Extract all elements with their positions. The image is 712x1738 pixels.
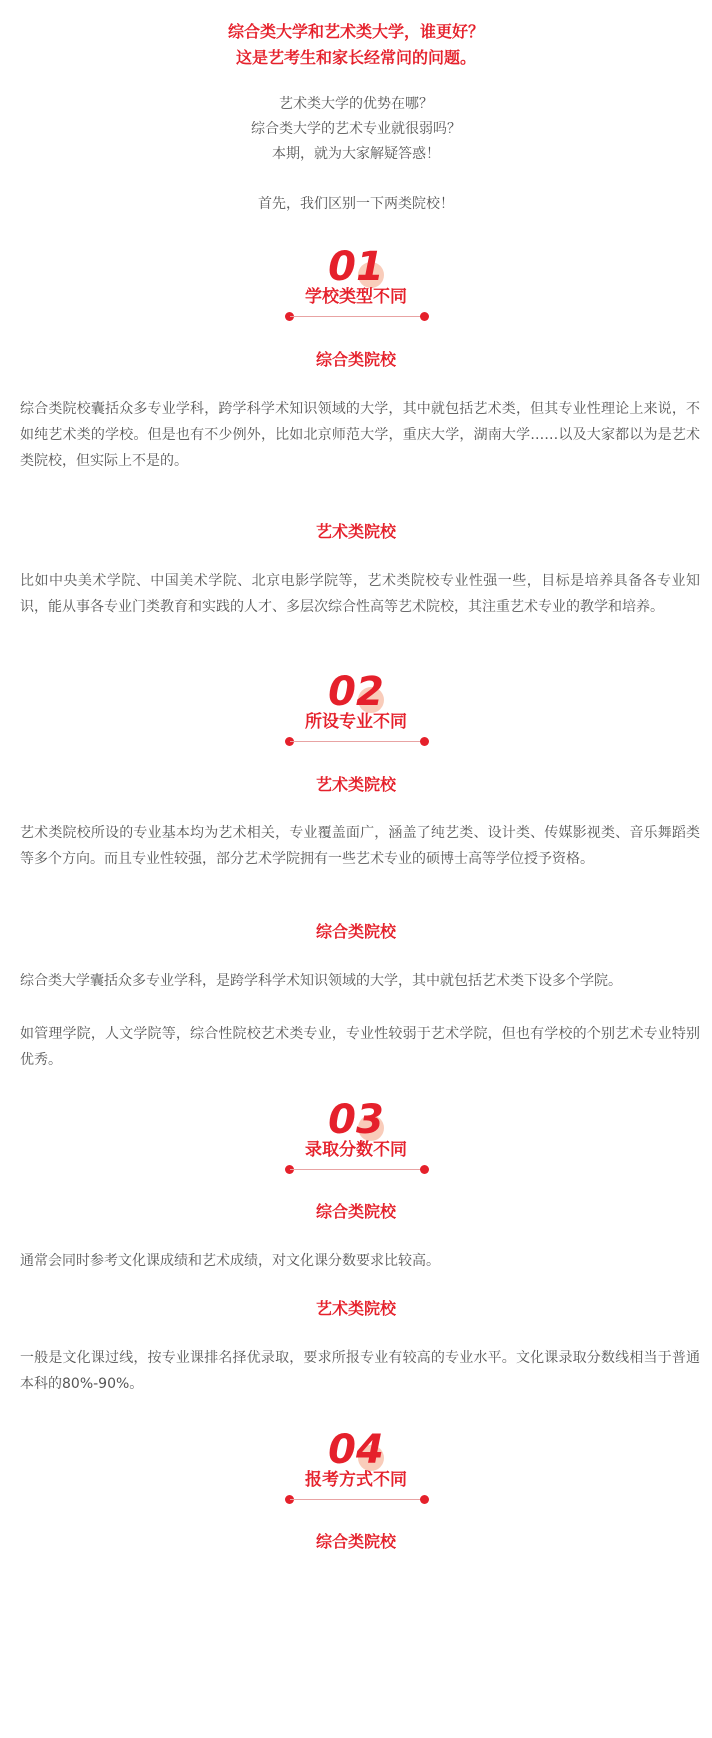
section-number: 02 xyxy=(328,669,384,715)
divider-dot xyxy=(420,312,429,321)
block-heading: 艺术类院校 xyxy=(315,775,396,794)
intro-title-line2: 这是艺考生和家长经常问的问题。 xyxy=(235,48,476,67)
section-number: 01 xyxy=(328,244,384,290)
intro-question: 本期，就为大家解疑答惑！ xyxy=(272,146,440,162)
section-divider xyxy=(290,1499,424,1500)
intro-question: 艺术类大学的优势在哪？ xyxy=(279,96,433,112)
section-divider xyxy=(290,741,424,742)
block-heading: 综合类院校 xyxy=(315,350,396,369)
block-heading: 综合类院校 xyxy=(315,1532,396,1551)
section-title: 录取分数不同 xyxy=(305,1140,407,1160)
section-number: 04 xyxy=(328,1427,384,1473)
block-paragraph: 通常会同时参考文化课成绩和艺术成绩，对文化课分数要求比较高。 xyxy=(20,1253,440,1269)
section-header xyxy=(0,244,712,344)
block-paragraph: 艺术类院校所设的专业基本均为艺术相关，专业覆盖面广，涵盖了纯艺类、设计类、传媒影视类、音乐舞蹈类等多个方向。而且专业性较强，部分艺术学院拥有一些艺术专业的硕博士高等学位授予资格。 xyxy=(20,825,700,867)
section-divider xyxy=(290,316,424,317)
block-paragraph: 如管理学院，人文学院等，综合性院校艺术类专业，专业性较弱于艺术学院，但也有学校的个别艺术专业特别优秀。 xyxy=(20,1026,700,1068)
section-header xyxy=(0,669,712,769)
divider-dot xyxy=(420,1495,429,1504)
section-number: 03 xyxy=(328,1097,384,1143)
block-paragraph: 一般是文化课过线，按专业课排名择优录取，要求所报专业有较高的专业水平。文化课录取分数线相当于普通本科的80%-90%。 xyxy=(20,1350,700,1392)
section-title: 学校类型不同 xyxy=(305,287,407,307)
block-paragraph: 综合类大学囊括众多专业学科，是跨学科学术知识领域的大学，其中就包括艺术类下设多个学院。 xyxy=(20,973,622,989)
divider-dot xyxy=(420,1165,429,1174)
section-title: 报考方式不同 xyxy=(305,1470,407,1490)
block-heading: 艺术类院校 xyxy=(315,522,396,541)
section-header xyxy=(0,1097,712,1197)
section-divider xyxy=(290,1169,424,1170)
section-title: 所设专业不同 xyxy=(305,712,407,732)
intro-lead: 首先，我们区别一下两类院校！ xyxy=(258,196,454,212)
block-paragraph: 综合类院校囊括众多专业学科，跨学科学术知识领域的大学，其中就包括艺术类，但其专业性理论上来说，不如纯艺术类的学校。但是也有不少例外，比如北京师范大学，重庆大学，湖南大学……以及大家都以为是艺术类院校，但实际上不是的。 xyxy=(20,401,700,469)
divider-dot xyxy=(420,737,429,746)
intro-question: 综合类大学的艺术专业就很弱吗？ xyxy=(251,121,461,137)
block-heading: 综合类院校 xyxy=(315,1202,396,1221)
section-header xyxy=(0,1427,712,1527)
block-paragraph: 比如中央美术学院、中国美术学院、北京电影学院等，艺术类院校专业性强一些，目标是培养具备各专业知识，能从事各专业门类教育和实践的人才、多层次综合性高等艺术院校，其注重艺术专业的教学和培养。 xyxy=(20,573,700,615)
block-heading: 综合类院校 xyxy=(315,922,396,941)
block-heading: 艺术类院校 xyxy=(315,1299,396,1318)
intro-title-line1: 综合类大学和艺术类大学，谁更好？ xyxy=(227,22,484,41)
